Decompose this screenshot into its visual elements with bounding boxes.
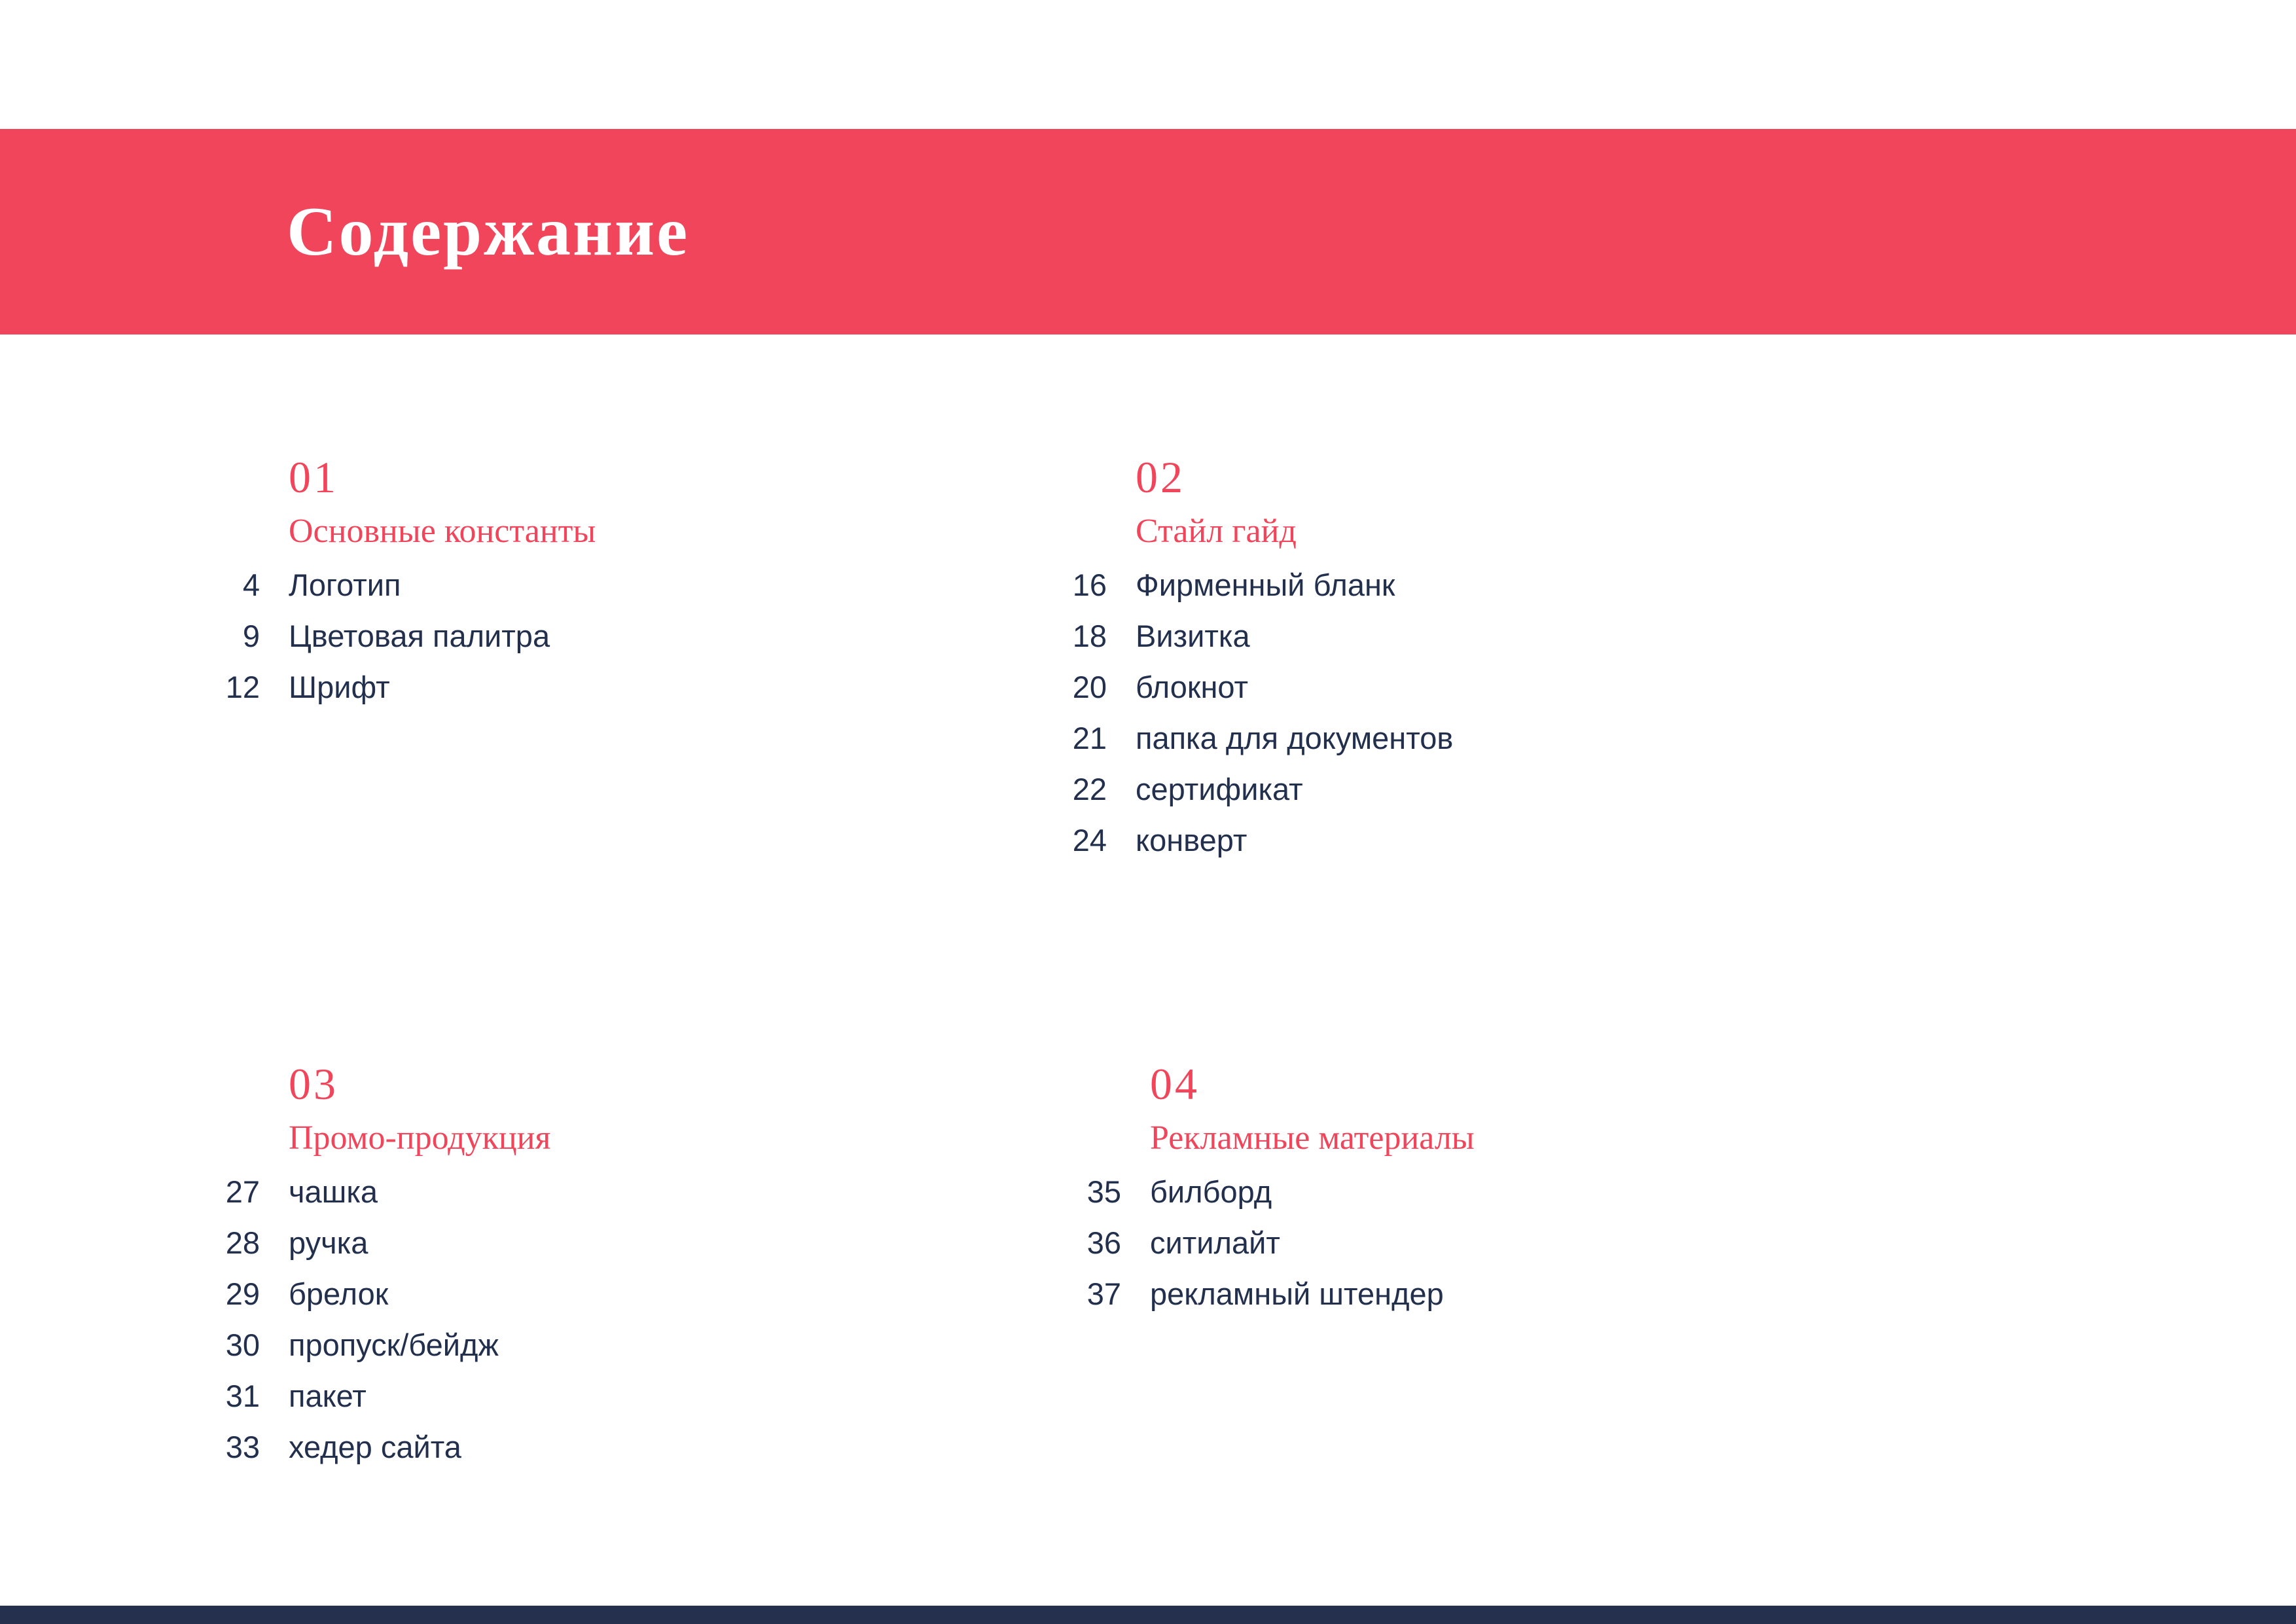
section-header	[1150, 1059, 1475, 1157]
toc-item	[1065, 567, 1453, 618]
section-items	[218, 1174, 550, 1480]
toc-item	[1065, 669, 1453, 720]
toc-item-page-number: 18	[1072, 619, 1107, 654]
toc-item	[218, 1276, 550, 1327]
toc-item-label: Цветовая палитра	[289, 619, 550, 654]
section-number: 04	[1150, 1059, 1200, 1109]
toc-item-label: блокнот	[1136, 670, 1249, 705]
toc-item	[218, 1225, 550, 1276]
toc-item-page-number: 16	[1072, 568, 1107, 603]
section-header	[289, 1059, 551, 1157]
section-number: 01	[289, 452, 338, 502]
toc-item-page-number: 29	[225, 1276, 260, 1312]
toc-section-02	[1065, 452, 1454, 873]
toc-item	[218, 1429, 550, 1480]
toc-item	[1065, 771, 1453, 822]
toc-item-label: пакет	[289, 1379, 367, 1414]
section-title: Рекламные материалы	[1150, 1119, 1475, 1157]
page-banner	[0, 129, 2296, 334]
toc-item-label: ситилайт	[1150, 1225, 1280, 1261]
toc-item-page-number: 31	[225, 1379, 260, 1414]
toc-item-page-number: 33	[225, 1430, 260, 1465]
toc-section-04	[1079, 1059, 1475, 1327]
section-items	[1065, 567, 1453, 873]
toc-item-label: Визитка	[1136, 619, 1250, 654]
toc-item	[1065, 822, 1453, 873]
toc-item-page-number: 4	[242, 568, 260, 603]
toc-item	[218, 618, 596, 669]
section-number: 03	[289, 1059, 338, 1109]
toc-item-label: Фирменный бланк	[1136, 568, 1395, 603]
toc-item-page-number: 30	[225, 1327, 260, 1363]
toc-item-page-number: 35	[1086, 1174, 1121, 1210]
section-title: Стайл гайд	[1136, 513, 1297, 550]
section-items	[1079, 1174, 1475, 1327]
toc-item	[1079, 1276, 1475, 1327]
section-header	[1136, 452, 1453, 550]
toc-item	[218, 669, 596, 720]
toc-item-label: билборд	[1150, 1174, 1272, 1210]
toc-item-label: брелок	[289, 1276, 389, 1312]
toc-item-label: Логотип	[289, 568, 401, 603]
toc-item-label: Шрифт	[289, 670, 390, 705]
toc-item-label: рекламный штендер	[1150, 1276, 1444, 1312]
footer-bar	[0, 1606, 2296, 1624]
toc-item	[218, 1174, 550, 1225]
toc-item	[218, 1378, 550, 1429]
section-items	[218, 567, 596, 720]
toc-item-page-number: 24	[1072, 823, 1107, 858]
toc-item-label: конверт	[1136, 823, 1247, 858]
toc-item	[1065, 720, 1453, 771]
toc-item-label: хедер сайта	[289, 1430, 461, 1465]
toc-item-label: папка для документов	[1136, 721, 1454, 756]
toc-section-01	[218, 452, 596, 720]
toc-item-label: чашка	[289, 1174, 378, 1210]
toc-item-page-number: 21	[1072, 721, 1107, 756]
section-title: Промо-продукция	[289, 1119, 551, 1157]
toc-item-page-number: 22	[1072, 772, 1107, 807]
toc-item-page-number: 27	[225, 1174, 260, 1210]
toc-item	[1079, 1174, 1475, 1225]
toc-item-page-number: 9	[242, 619, 260, 654]
toc-item-page-number: 12	[225, 670, 260, 705]
section-header	[289, 452, 596, 550]
toc-item-page-number: 20	[1072, 670, 1107, 705]
toc-item-label: сертификат	[1136, 772, 1303, 807]
toc-section-03	[218, 1059, 551, 1480]
page-title: Содержание	[287, 193, 690, 270]
toc-item	[1079, 1225, 1475, 1276]
toc-item-label: пропуск/бейдж	[289, 1327, 499, 1363]
toc-item	[218, 1327, 550, 1378]
toc-item-label: ручка	[289, 1225, 368, 1261]
section-number: 02	[1136, 452, 1185, 502]
toc-item-page-number: 37	[1086, 1276, 1121, 1312]
toc-item	[1065, 618, 1453, 669]
section-title: Основные константы	[289, 513, 596, 550]
toc-item-page-number: 36	[1086, 1225, 1121, 1261]
toc-item-page-number: 28	[225, 1225, 260, 1261]
toc-item	[218, 567, 596, 618]
